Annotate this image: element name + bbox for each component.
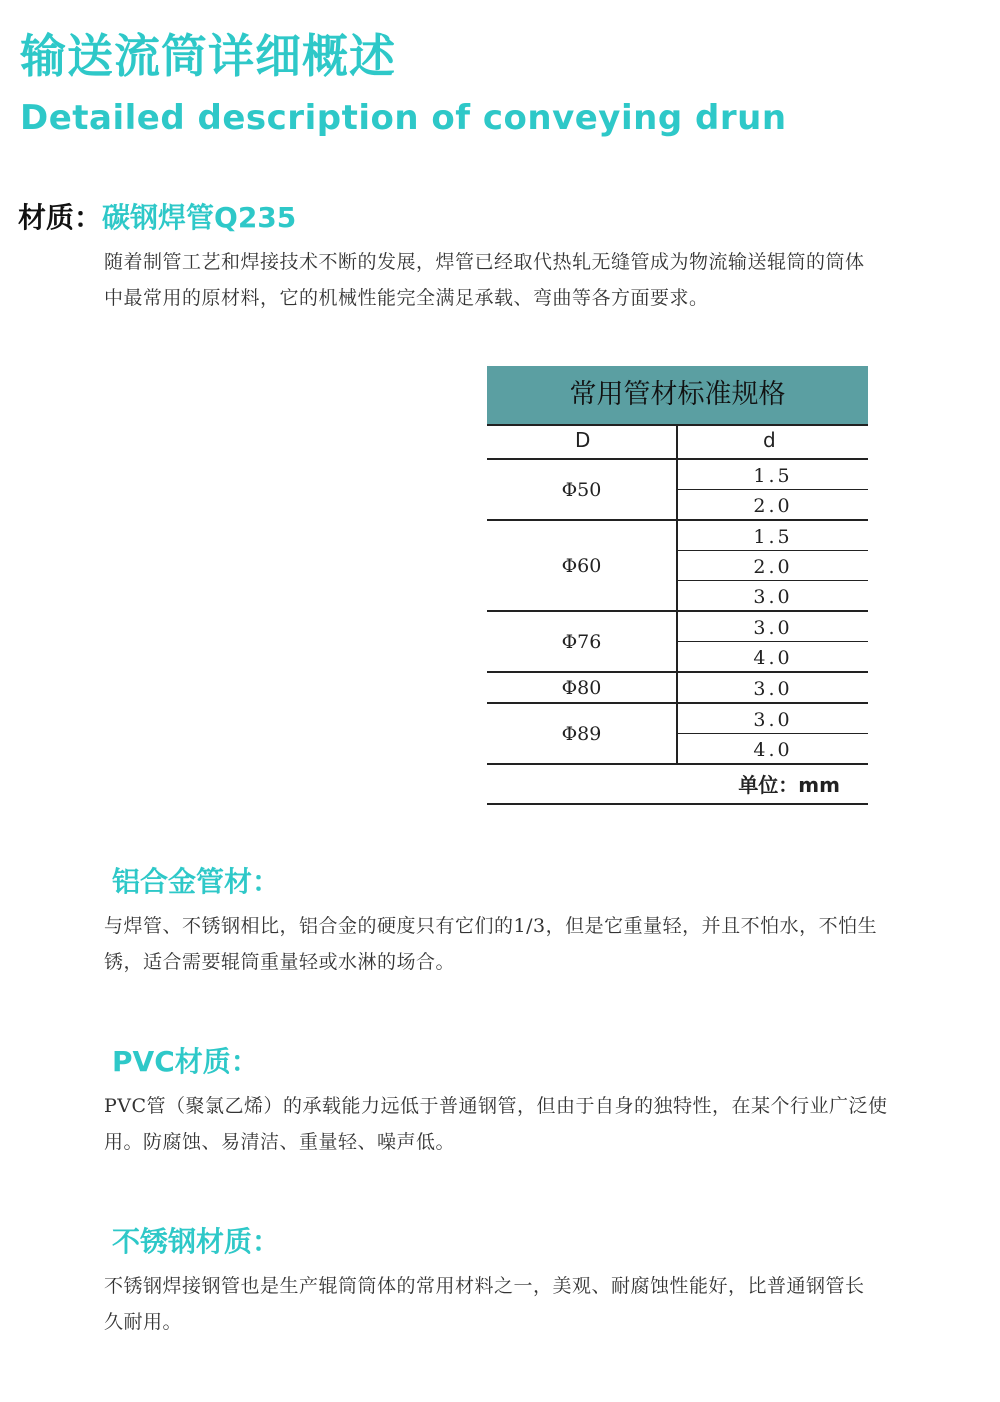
pvc-heading: PVC材质：: [112, 1045, 259, 1078]
unit-label: 单位：mm: [738, 773, 840, 797]
spec-group-row: [487, 521, 868, 612]
col-header-D: D: [575, 428, 591, 452]
spec-group-row: [487, 612, 868, 673]
spec-group-row: [487, 704, 868, 765]
aluminum-paragraph-line2: 锈，适合需要辊筒重量轻或水淋的场合。: [104, 951, 456, 973]
outer-diameter-cell: Φ76: [487, 612, 678, 671]
material-value: 碳钢焊管Q235: [102, 201, 297, 234]
material-heading: [18, 196, 296, 236]
thickness-cell: 1.5: [678, 460, 868, 490]
thickness-cell: 2.0: [753, 495, 793, 517]
stainless-paragraph-line2: 久耐用。: [104, 1311, 183, 1333]
pvc-paragraph: [104, 1088, 888, 1160]
stainless-heading: 不锈钢材质：: [112, 1225, 281, 1258]
spec-group-row: [487, 460, 868, 521]
spec-table-header-row: [487, 424, 868, 460]
material-paragraph: [104, 244, 865, 316]
thickness-cell: 3.0: [753, 678, 793, 700]
thickness-cell: 4.0: [753, 739, 793, 761]
thickness-cell: 3.0: [678, 612, 868, 642]
spec-table-unit-row: [487, 765, 868, 805]
material-paragraph-line1: 随着制管工艺和焊接技术不断的发展，焊管已经取代热轧无缝管成为物流输送辊筒的筒体: [104, 251, 865, 273]
material-paragraph-line2: 中最常用的原材料，它的机械性能完全满足承载、弯曲等各方面要求。: [104, 287, 709, 309]
spec-table: [487, 366, 868, 805]
page-title-en: Detailed description of conveying drun: [20, 98, 787, 138]
outer-diameter-cell: Φ89: [487, 704, 678, 763]
pvc-paragraph-line1: PVC管（聚氯乙烯）的承载能力远低于普通钢管，但由于自身的独特性，在某个行业广泛使: [104, 1095, 888, 1117]
outer-diameter-cell: Φ50: [487, 460, 678, 519]
outer-diameter-cell: Φ60: [487, 521, 678, 610]
thickness-cell: 2.0: [678, 551, 868, 581]
thickness-cell: 4.0: [753, 647, 793, 669]
col-header-d: d: [763, 428, 776, 452]
aluminum-paragraph-line1: 与焊管、不锈钢相比，铝合金的硬度只有它们的1/3，但是它重量轻，并且不怕水，不怕生: [104, 915, 878, 937]
aluminum-heading: 铝合金管材：: [112, 865, 281, 898]
pvc-paragraph-line2: 用。防腐蚀、易清洁、重量轻、噪声低。: [104, 1131, 456, 1153]
thickness-cell: 3.0: [753, 586, 793, 608]
page-title-cn: 输送流筒详细概述: [20, 29, 396, 83]
spec-group-row: [487, 673, 868, 704]
stainless-paragraph: [104, 1268, 865, 1340]
stainless-paragraph-line1: 不锈钢焊接钢管也是生产辊筒筒体的常用材料之一，美观、耐腐蚀性能好，比普通钢管长: [104, 1275, 865, 1297]
spec-table-body: [487, 460, 868, 765]
aluminum-paragraph: [104, 908, 877, 980]
thickness-cell: 1.5: [678, 521, 868, 551]
material-label: 材质：: [18, 201, 103, 234]
thickness-cell: 3.0: [678, 704, 868, 734]
outer-diameter-cell: Φ80: [487, 673, 678, 702]
spec-table-title: 常用管材标准规格: [487, 366, 868, 424]
